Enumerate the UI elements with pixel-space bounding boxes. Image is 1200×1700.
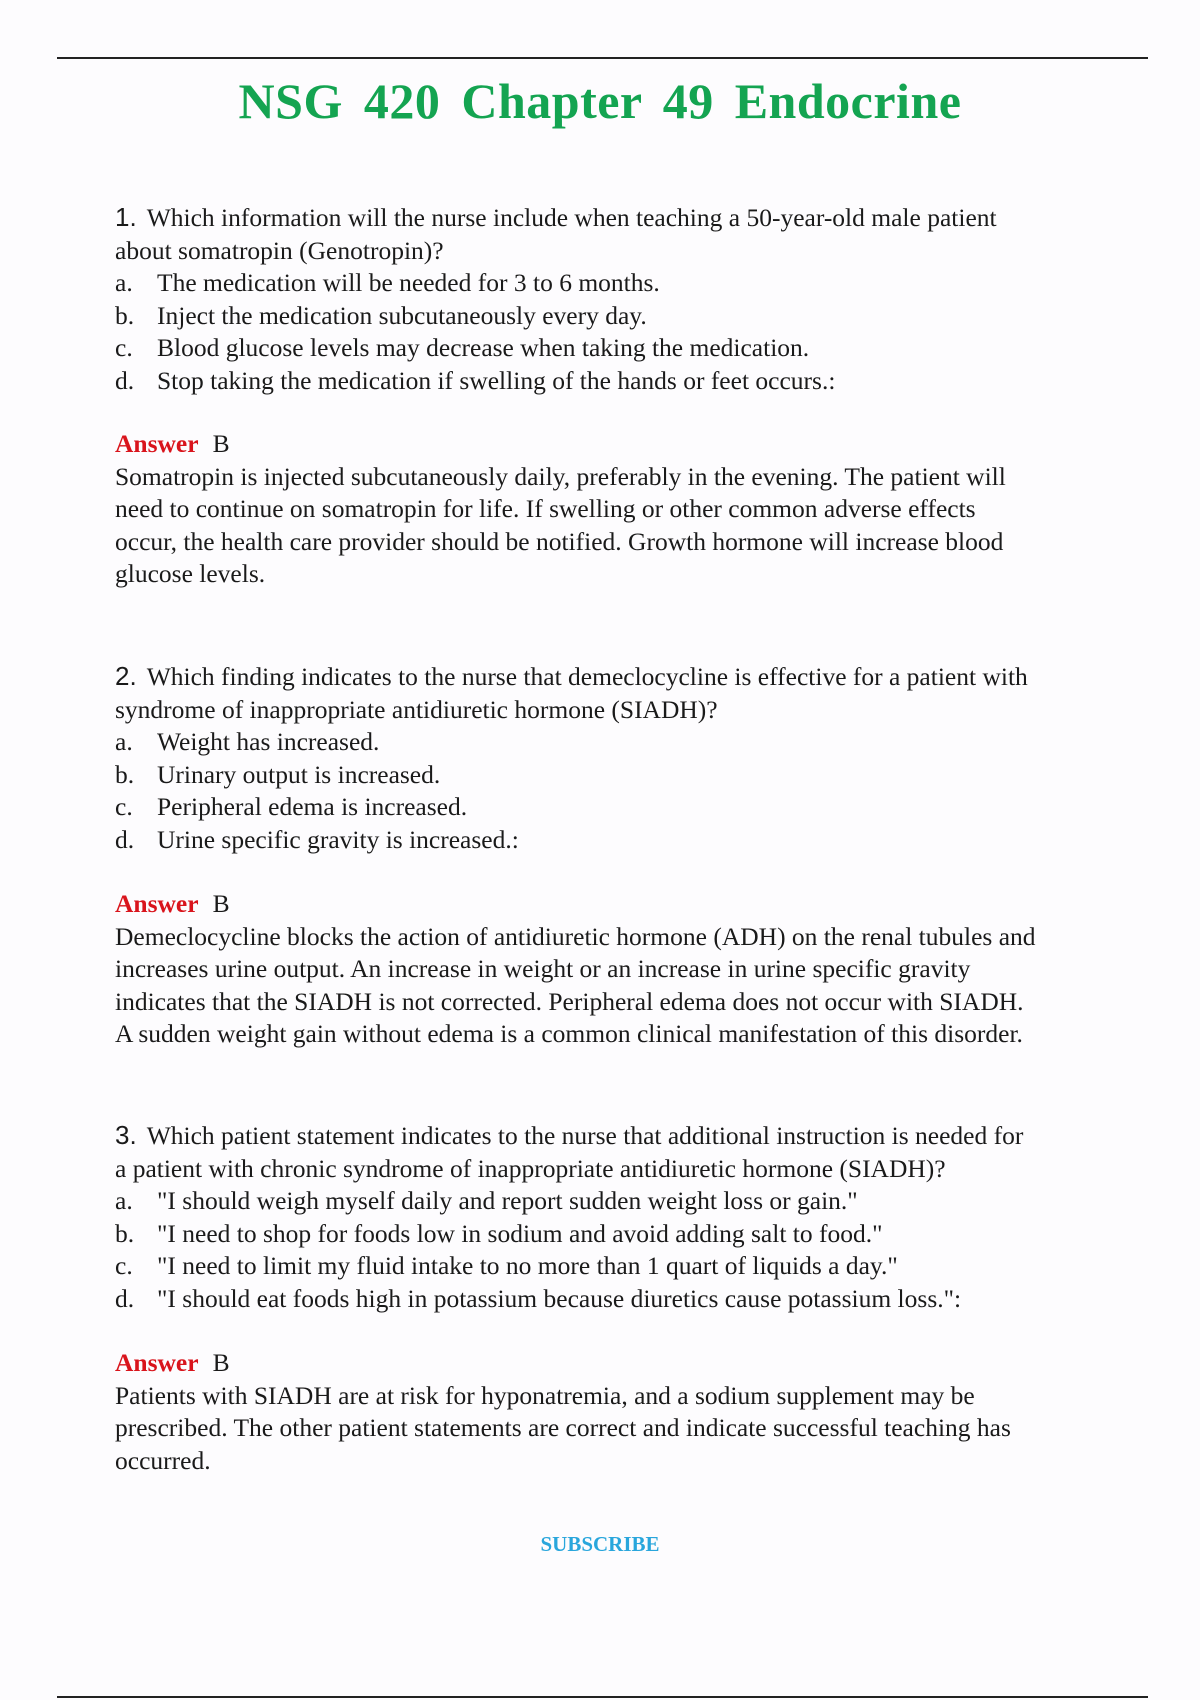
question-stem-line bbox=[115, 1153, 1155, 1186]
explanation-line: occur, the health care provider should be notified. Growth hormone will increase blood bbox=[115, 526, 1004, 556]
option-letter: d. bbox=[115, 365, 135, 395]
option-letter: c. bbox=[115, 333, 133, 363]
question-number: 2. bbox=[115, 661, 137, 691]
question-stem-text: about somatropin (Genotropin)? bbox=[115, 235, 444, 265]
option-text: Peripheral edema is increased. bbox=[157, 792, 468, 822]
top-rule bbox=[57, 57, 1148, 59]
explanation-line: increases urine output. An increase in weight or an increase in urine specific gravity bbox=[115, 954, 971, 984]
option-letter: c. bbox=[115, 1251, 133, 1281]
answer-option bbox=[115, 332, 1155, 365]
question-2 bbox=[115, 660, 1155, 857]
question-number: 3. bbox=[115, 1120, 137, 1150]
answer-section-1 bbox=[115, 428, 1155, 591]
answer-option bbox=[115, 824, 1155, 857]
answer-option bbox=[115, 726, 1155, 759]
answer-label: Answer bbox=[115, 1348, 199, 1377]
option-letter: c. bbox=[115, 792, 133, 822]
option-text: The medication will be needed for 3 to 6 months. bbox=[157, 268, 660, 298]
explanation-line: A sudden weight gain without edema is a common clinical manifestation of this disorder. bbox=[115, 1019, 1023, 1049]
explanation-line: Somatropin is injected subcutaneously daily, preferably in the evening. The patient will bbox=[115, 461, 1006, 491]
question-stem-text: a patient with chronic syndrome of inappropriate antidiuretic hormone (SIADH)? bbox=[115, 1153, 946, 1183]
answer-option bbox=[115, 267, 1155, 300]
question-stem-line bbox=[115, 694, 1155, 727]
question-3 bbox=[115, 1119, 1155, 1316]
explanation-line: occurred. bbox=[115, 1445, 211, 1475]
question-stem-text: syndrome of inappropriate antidiuretic hormone (SIADH)? bbox=[115, 694, 718, 724]
explanation-line: indicates that the SIADH is not corrected. Peripheral edema does not occur with SIADH. bbox=[115, 986, 1024, 1016]
answer-letter: B bbox=[212, 429, 230, 458]
question-1 bbox=[115, 201, 1155, 398]
option-letter: b. bbox=[115, 300, 135, 330]
answer-label: Answer bbox=[115, 429, 199, 458]
option-text: Blood glucose levels may decrease when taking the medication. bbox=[157, 333, 810, 363]
bottom-rule bbox=[57, 1696, 1148, 1698]
answer-option bbox=[115, 1185, 1155, 1218]
question-stem-text: Which information will the nurse include when teaching a 50-year-old male patient bbox=[146, 203, 997, 232]
answer-letter: B bbox=[212, 1348, 230, 1377]
option-text: "I need to shop for foods low in sodium and avoid adding salt to food." bbox=[157, 1218, 883, 1248]
option-letter: d. bbox=[115, 824, 135, 854]
explanation-line: glucose levels. bbox=[115, 559, 266, 589]
answer-option bbox=[115, 1283, 1155, 1316]
answer-option bbox=[115, 1218, 1155, 1251]
explanation-line: prescribed. The other patient statements are correct and indicate successful teaching has bbox=[115, 1413, 1011, 1443]
question-number: 1. bbox=[115, 202, 137, 232]
option-text: Urine specific gravity is increased.: bbox=[157, 824, 519, 854]
subscribe-link[interactable]: SUBSCRIBE bbox=[540, 1532, 660, 1556]
answer-option bbox=[115, 791, 1155, 824]
option-text: Stop taking the medication if swelling of the hands or feet occurs.: bbox=[157, 365, 836, 395]
answer-letter: B bbox=[212, 889, 230, 918]
answer-label: Answer bbox=[115, 889, 199, 918]
question-stem-line bbox=[115, 235, 1155, 268]
option-letter: b. bbox=[115, 759, 135, 789]
answer-section-3 bbox=[115, 1347, 1155, 1477]
option-text: "I should weigh myself daily and report sudden weight loss or gain." bbox=[157, 1186, 858, 1216]
answer-option bbox=[115, 365, 1155, 398]
option-letter: d. bbox=[115, 1283, 135, 1313]
option-text: "I need to limit my fluid intake to no more than 1 quart of liquids a day." bbox=[157, 1251, 898, 1281]
explanation-line: need to continue on somatropin for life. If swelling or other common adverse effects bbox=[115, 494, 976, 524]
explanation-line: Demeclocycline blocks the action of antidiuretic hormone (ADH) on the renal tubules and bbox=[115, 921, 1036, 951]
option-letter: a. bbox=[115, 1186, 133, 1216]
answer-option bbox=[115, 300, 1155, 333]
document-title: NSG 420 Chapter 49 Endocrine bbox=[238, 73, 962, 129]
question-stem-line bbox=[115, 660, 1155, 694]
question-stem-line bbox=[115, 1119, 1155, 1153]
option-letter: b. bbox=[115, 1218, 135, 1248]
option-text: "I should eat foods high in potassium because diuretics cause potassium loss.": bbox=[157, 1283, 962, 1313]
option-letter: a. bbox=[115, 268, 133, 298]
question-stem-text: Which patient statement indicates to the nurse that additional instruction is needed for bbox=[146, 1121, 1024, 1150]
answer-section-2 bbox=[115, 888, 1155, 1051]
option-text: Urinary output is increased. bbox=[157, 759, 441, 789]
question-stem-text: Which finding indicates to the nurse that demeclocycline is effective for a patient with bbox=[146, 662, 1028, 691]
answer-option bbox=[115, 1250, 1155, 1283]
question-stem-line bbox=[115, 201, 1155, 235]
option-text: Weight has increased. bbox=[157, 727, 380, 757]
option-letter: a. bbox=[115, 727, 133, 757]
explanation-line: Patients with SIADH are at risk for hyponatremia, and a sodium supplement may be bbox=[115, 1380, 975, 1410]
option-text: Inject the medication subcutaneously every day. bbox=[157, 300, 647, 330]
answer-option bbox=[115, 759, 1155, 792]
